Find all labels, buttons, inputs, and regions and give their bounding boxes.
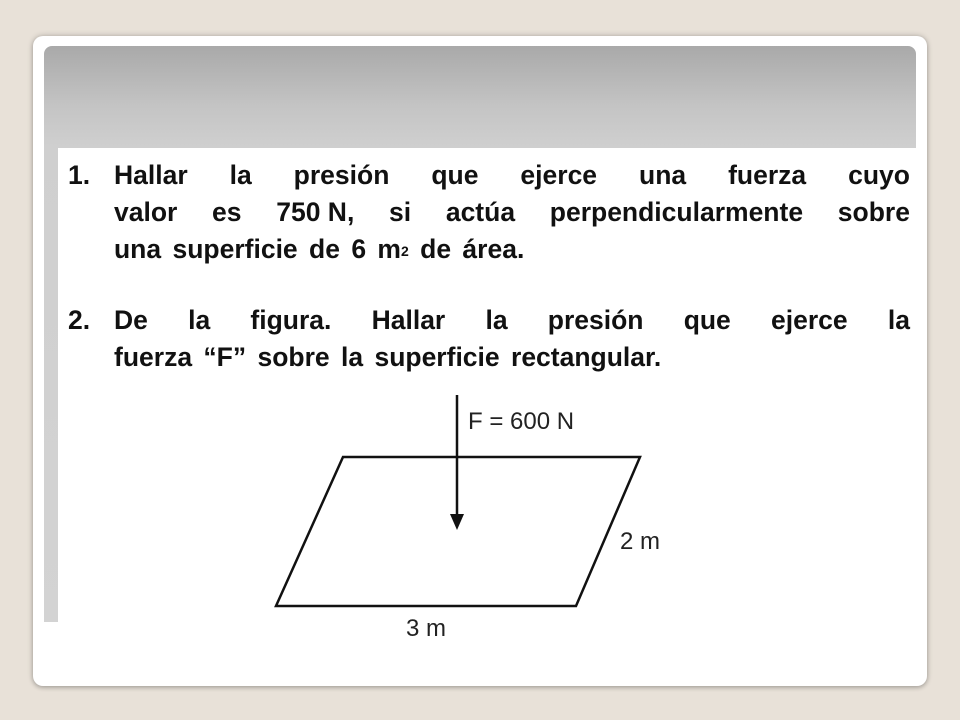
problem-1-number: 1. (68, 160, 91, 190)
word: De (114, 305, 148, 335)
word: ejerce (771, 305, 848, 335)
side-length-label: 2 m (620, 528, 661, 555)
problem-2-number: 2. (68, 305, 91, 335)
word: cuyo (848, 160, 910, 190)
parallelogram-figure (260, 390, 680, 650)
word: perpendicularmente (549, 197, 804, 227)
problem-1-line-3 (114, 231, 910, 268)
word: Hallar (371, 305, 446, 335)
word: la (485, 305, 508, 335)
problem-1-line-2 (114, 194, 910, 231)
word: si (389, 197, 412, 227)
force-label: F = 600 N (468, 408, 575, 435)
word: la (188, 305, 211, 335)
superscript: 2 (400, 243, 409, 259)
word: valor (114, 197, 178, 227)
word: 750 N, (276, 197, 355, 227)
text-segment: de área. (408, 234, 525, 264)
word: ejerce (520, 160, 598, 190)
word: presión (547, 305, 644, 335)
problem-2-line-2: fuerza “F” sobre la superficie rectangular. (114, 342, 662, 372)
text-segment: una superficie de 6 m (114, 234, 401, 264)
word: que (431, 160, 479, 190)
word: la (887, 305, 910, 335)
problem-2 (68, 302, 910, 376)
problem-1-line-1 (114, 157, 910, 194)
word: la (229, 160, 252, 190)
problem-2-line-1 (114, 302, 910, 339)
word: que (683, 305, 731, 335)
word: figura. (250, 305, 332, 335)
base-length-label: 3 m (406, 615, 447, 642)
word: es (212, 197, 242, 227)
word: sobre (837, 197, 910, 227)
problem-1 (68, 157, 910, 268)
word: presión (293, 160, 390, 190)
word: una (639, 160, 687, 190)
word: actúa (445, 197, 516, 227)
word: Hallar (114, 160, 188, 190)
force-arrow-head (450, 514, 464, 530)
word: fuerza (728, 160, 807, 190)
